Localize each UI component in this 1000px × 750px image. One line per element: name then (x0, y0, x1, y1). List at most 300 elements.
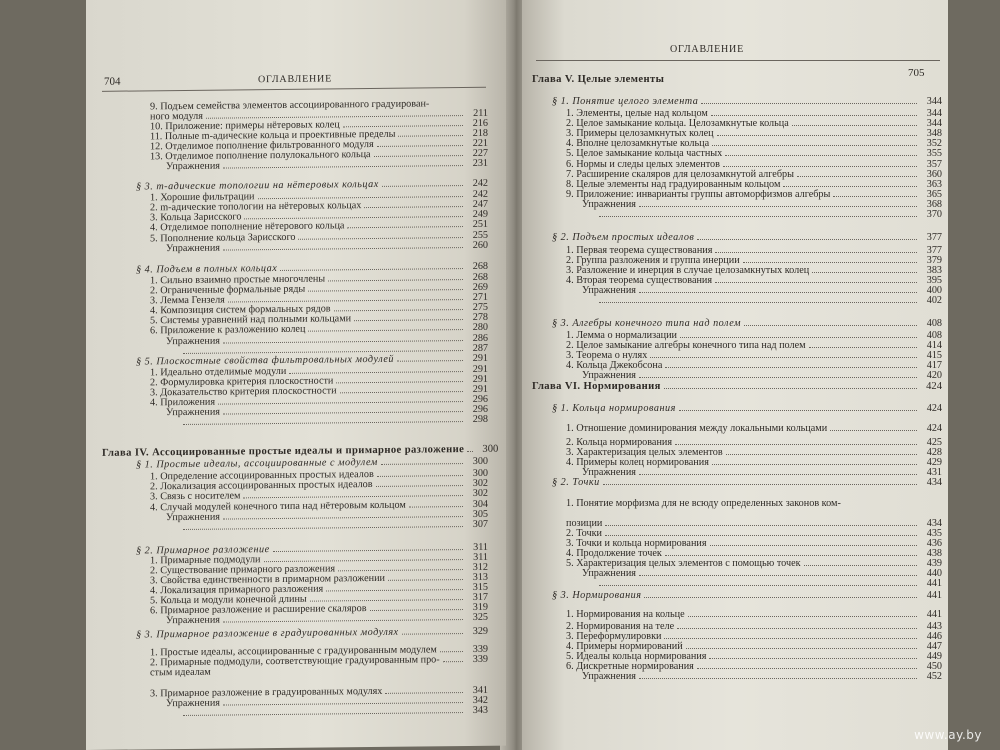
toc-leader-dots (686, 641, 917, 649)
toc-page-number: 402 (926, 295, 942, 306)
toc-leader-dots (726, 447, 917, 455)
toc-leader-dots (744, 318, 917, 326)
toc-entry-title: 7. Расширение скаляров для целозамкнутой алгебры (566, 169, 794, 180)
left-page (86, 0, 506, 750)
toc-entry (180, 414, 488, 428)
toc-entry-title: 1. Понятие морфизма для не всюду определенных законов ком- (566, 498, 841, 509)
toc-page-number: 242 (472, 188, 488, 200)
toc-entry-title: 1. Лемма о нормализации (566, 330, 677, 341)
toc-page-number: 365 (926, 189, 942, 200)
toc-entry-title: 3. Кольца Зарисского (150, 211, 242, 224)
toc-page-number: 431 (926, 467, 942, 478)
toc-page-number: 296 (472, 393, 488, 405)
toc-leader-dots (298, 230, 463, 240)
toc-entry-title: 12. Отделимое пополнение фильтрованного модуля (150, 138, 374, 153)
toc-page-number: 355 (926, 148, 942, 159)
toc-page-number: 342 (472, 694, 488, 706)
toc-page-number: 291 (472, 352, 488, 364)
toc-leader-dots (639, 370, 917, 378)
toc-leader-dots (347, 219, 463, 228)
toc-page-number: 291 (472, 383, 488, 395)
toc-leader-dots (223, 404, 463, 415)
toc-page-number: 302 (472, 477, 488, 489)
toc-entry-title: Упражнения (582, 199, 636, 210)
toc-entry-title: 13. Отделимое пополнение полулокального кольца (150, 149, 371, 163)
toc-page-number: 255 (472, 229, 488, 241)
toc-entry-title: Упражнения (166, 242, 220, 255)
toc-page-number: 400 (926, 285, 942, 296)
toc-section (552, 232, 942, 243)
toc-entry-title: 5. Характеризация целых элементов с помощью точек (566, 558, 801, 569)
toc-leader-dots (343, 118, 463, 127)
toc-entry-title: 4. Приложения (150, 396, 216, 409)
toc-page-number: 296 (472, 403, 488, 415)
toc-entry-title: Упражнения (166, 160, 220, 173)
toc-leader-dots (409, 499, 463, 508)
toc-leader-dots (844, 499, 917, 506)
toc-entry-title: 5. Системы уравнений над полными кольцами (150, 313, 352, 327)
toc-entry-title: § 1. Кольца нормирования (552, 403, 676, 414)
toc-entry-title: 2. Группа разложения и группа инерции (566, 255, 740, 266)
toc-entry-title: 2. Существование примарного разложения (150, 563, 336, 577)
toc-page-number: 312 (472, 561, 488, 573)
toc-page-number: 434 (926, 518, 942, 529)
toc-entry-title: Упражнения (582, 370, 636, 381)
toc-entry-title: Упражнения (582, 467, 636, 478)
toc-leader-dots (328, 272, 463, 281)
toc-entry (582, 671, 942, 682)
toc-page-number: 242 (472, 177, 488, 189)
toc-entry-title: 6. Приложение к разложению колец (150, 323, 306, 337)
toc-entry-title: 4. Локализация примарного разложения (150, 583, 324, 597)
toc-page-number: 315 (472, 581, 488, 593)
toc-page-number: 227 (472, 147, 488, 159)
toc-page-number: 441 (926, 578, 942, 589)
toc-leader-dots (377, 138, 463, 147)
toc-leader-dots (725, 148, 917, 156)
toc-page-number: 443 (926, 621, 942, 632)
toc-entry-title: 2. Целое замыкание алгебры конечного типа над полем (566, 340, 806, 351)
toc-leader-dots (183, 414, 463, 425)
toc-entry-title: 3. Теорема о нулях (566, 350, 648, 361)
toc-page-number: 341 (472, 684, 488, 696)
toc-page-number: 329 (472, 625, 488, 637)
toc-entry-title: 5. Пополнение кольца Зарисского (150, 231, 296, 245)
toc-leader-dots (709, 651, 917, 659)
toc-leader-dots (605, 518, 917, 526)
toc-entry-title: Упражнения (166, 697, 220, 710)
toc-leader-dots (183, 519, 463, 530)
toc-leader-dots (432, 99, 463, 106)
toc-page-number: 211 (473, 107, 488, 119)
toc-page-number: 447 (926, 641, 942, 652)
toc-entry-title: 3. Связь с носителем (150, 490, 241, 503)
toc-entry-title: 4. Композиция систем формальных рядов (150, 303, 331, 317)
toc-entry-title: 1. Определение ассоциированных простых идеалов (150, 468, 374, 483)
toc-entry-title: 1. Нормирования на кольце (566, 609, 685, 620)
toc-section (552, 477, 942, 488)
right-toc-list (522, 0, 948, 750)
toc-entry-title: 1. Примарные подмодули (150, 554, 261, 567)
toc-entry (566, 498, 942, 509)
toc-entry-title: § 4. Подъем в полных кольцах (136, 262, 278, 276)
toc-page-number: 425 (926, 437, 942, 448)
toc-leader-dots (214, 665, 463, 675)
toc-leader-dots (833, 189, 917, 197)
toc-page-number: 291 (472, 373, 488, 385)
toc-entry-title: 2. Нормирования на теле (566, 621, 675, 632)
toc-section (136, 626, 488, 641)
toc-page-number: 305 (472, 508, 488, 520)
toc-leader-dots (679, 403, 917, 411)
toc-page-number: 414 (926, 340, 942, 351)
toc-page-number: 395 (926, 275, 942, 286)
toc-page-number: 408 (926, 318, 942, 329)
toc-page-number: 415 (926, 350, 942, 361)
right-page (522, 0, 948, 750)
toc-entry (582, 370, 942, 381)
toc-entry-title: Упражнения (166, 511, 220, 524)
toc-page-number: 286 (472, 332, 488, 344)
toc-leader-dots (639, 568, 917, 576)
toc-entry (166, 612, 488, 626)
toc-leader-dots (797, 169, 917, 177)
toc-leader-dots (443, 654, 463, 662)
toc-leader-dots (664, 381, 917, 389)
toc-page-number: 435 (926, 528, 942, 539)
toc-leader-dots (243, 488, 463, 498)
toc-page-number: 377 (926, 245, 942, 256)
toc-page-number: 300 (472, 455, 488, 467)
toc-page-number: 344 (926, 118, 942, 129)
toc-entry-title: 5. Идеалы кольца нормирования (566, 651, 707, 662)
toc-leader-dots (264, 552, 464, 562)
toc-entry (166, 240, 488, 254)
toc-entry-title: 2. Формулировка критерия плоскостности (150, 375, 334, 389)
toc-entry-title: 5. Кольца и модули конечной длины (150, 593, 307, 607)
toc-leader-dots (183, 343, 463, 354)
toc-leader-dots (467, 444, 473, 452)
toc-leader-dots (338, 562, 463, 571)
toc-leader-dots (336, 374, 463, 383)
toc-entry (180, 519, 488, 533)
toc-entry-title: Глава V. Целые элементы (532, 74, 665, 85)
toc-page-number: 278 (472, 311, 488, 323)
toc-leader-dots (743, 255, 917, 263)
toc-leader-dots (712, 457, 917, 465)
toc-entry-title: 2. Локализация ассоциированных простых идеалов (150, 478, 373, 493)
toc-page-number: 313 (472, 571, 488, 583)
toc-leader-dots (280, 261, 463, 271)
toc-leader-dots (385, 685, 463, 694)
toc-leader-dots (354, 312, 463, 321)
toc-leader-dots (223, 509, 463, 520)
toc-entry-title: 4. Вполне целозамкнутые кольца (566, 138, 710, 149)
toc-leader-dots (711, 108, 917, 116)
toc-entry-title: 1. Первая теорема существования (566, 245, 713, 256)
left-page-number: 704 (104, 75, 121, 88)
toc-leader-dots (712, 138, 917, 146)
toc-page-number: 271 (472, 291, 488, 303)
toc-leader-dots (364, 199, 463, 208)
toc-entry-title: Упражнения (166, 614, 220, 627)
toc-page-number: 339 (472, 643, 488, 655)
toc-entry-title: Упражнения (582, 671, 636, 682)
toc-entry-title: 4. Отделимое пополнение нётерового кольца (150, 220, 345, 234)
toc-page-number: 311 (473, 541, 488, 553)
toc-section (552, 590, 942, 601)
toc-leader-dots (664, 631, 917, 639)
toc-entry-title: 10. Приложение: примеры нётеровых колец (150, 119, 340, 133)
toc-page-number: 319 (472, 601, 488, 613)
toc-entry (596, 209, 942, 220)
toc-entry-title: § 2. Точки (552, 477, 600, 488)
toc-page-number: 344 (926, 96, 942, 107)
toc-leader-dots (223, 695, 463, 706)
toc-page-number: 260 (472, 239, 488, 251)
toc-entry-title: 8. Целые элементы над градуированным кольцом (566, 179, 781, 190)
toc-leader-dots (397, 353, 463, 362)
toc-page-number: 307 (472, 518, 488, 530)
toc-entry-title: § 5. Плоскостные свойства фильтровальных модулей (136, 353, 395, 368)
toc-page-number: 300 (482, 443, 499, 455)
toc-entry-title: § 3. m-адические топологии на нётеровых кольцах (136, 178, 379, 193)
toc-entry (596, 578, 942, 589)
toc-entry-title: 3. Характеризация целых элементов (566, 447, 723, 458)
toc-leader-dots (603, 477, 917, 485)
right-running-head: ОГЛАВЛЕНИЕ (670, 44, 744, 55)
toc-leader-dots (223, 240, 463, 251)
toc-entry-title: 2. Кольца нормирования (566, 437, 673, 448)
toc-entry-title: 4. Случай модулей конечного типа над нётеровым кольцом (150, 499, 406, 514)
toc-leader-dots (792, 118, 917, 126)
toc-entry-title: 4. Кольца Джекобсона (566, 360, 663, 371)
toc-page-number: 344 (926, 108, 942, 119)
toc-leader-dots (310, 592, 463, 602)
toc-page-number: 424 (926, 403, 942, 414)
toc-entry-title: 1. Хорошие фильтрации (150, 191, 255, 204)
toc-entry (150, 664, 488, 679)
toc-entry (596, 295, 942, 306)
toc-leader-dots (382, 178, 463, 187)
toc-entry-title: 2. Точки (566, 528, 602, 539)
toc-entry-title: 2. Примарные подмодули, соответствующие градуированным про- (150, 654, 440, 669)
toc-entry-title: 5. Целое замыкание кольца частных (566, 148, 723, 159)
toc-leader-dots (665, 360, 917, 368)
toc-leader-dots (812, 265, 917, 273)
toc-page-number: 417 (926, 360, 942, 371)
toc-entry-title: 1. Идеально отделимые модули (150, 365, 287, 379)
toc-leader-dots (717, 128, 917, 136)
toc-leader-dots (381, 456, 463, 465)
toc-entry-title: 3. Примарное разложение в градуированных модулях (150, 685, 383, 700)
toc-entry-title: 1. Отношение доминирования между локальными кольцами (566, 423, 828, 434)
toc-entry-title: 6. Дискретные нормирования (566, 661, 694, 672)
toc-page-number: 429 (926, 457, 942, 468)
toc-page-number: 302 (472, 487, 488, 499)
toc-page-number: 441 (926, 609, 942, 620)
right-page-number: 705 (908, 67, 925, 79)
toc-entry-title: Глава VI. Нормирования (532, 381, 661, 392)
toc-leader-dots (665, 548, 917, 556)
toc-leader-dots (599, 578, 917, 586)
toc-page-number: 280 (472, 321, 488, 333)
toc-page-number: 269 (472, 281, 488, 293)
toc-leader-dots (218, 394, 463, 405)
toc-page-number: 420 (926, 370, 942, 381)
toc-page-number: 408 (926, 330, 942, 341)
toc-leader-dots (644, 590, 917, 598)
toc-chapter (532, 381, 942, 392)
toc-entry-title: 4. Примеры нормирований (566, 641, 683, 652)
toc-page-number: 450 (926, 661, 942, 672)
toc-leader-dots (308, 282, 463, 292)
toc-leader-dots (783, 179, 917, 187)
toc-leader-dots (334, 302, 463, 311)
toc-page-number: 383 (926, 265, 942, 276)
toc-leader-dots (388, 572, 463, 581)
toc-entry-title: ного модуля (150, 110, 203, 123)
toc-leader-dots (326, 582, 463, 591)
toc-entry-title: 9. Подъем семейства элементов ассоциированного градуирован- (150, 98, 430, 113)
toc-entry-title: 4. Примеры колец нормирования (566, 457, 709, 468)
toc-entry-title: 1. Сильно взаимно простые многочлены (150, 273, 326, 287)
toc-entry-title: § 2. Примарное разложение (136, 544, 270, 557)
toc-entry-title: 2. Ограниченные формальные ряды (150, 283, 306, 297)
toc-page-number: 249 (472, 208, 488, 220)
toc-leader-dots (223, 158, 463, 169)
toc-page-number: 441 (926, 590, 942, 601)
toc-leader-dots (723, 159, 917, 167)
toc-leader-dots (639, 467, 917, 475)
toc-leader-dots (374, 148, 463, 157)
toc-page-number: 370 (926, 209, 942, 220)
left-running-head: ОГЛАВЛЕНИЕ (258, 73, 332, 86)
toc-page-number: 449 (926, 651, 942, 662)
toc-page-number: 221 (472, 137, 488, 149)
toc-page-number: 434 (926, 477, 942, 488)
toc-chapter (532, 74, 942, 85)
toc-entry-title: 2. Целое замыкание кольца. Целозамкнутые кольца (566, 118, 789, 129)
toc-leader-dots (650, 350, 917, 358)
toc-page-number: 363 (926, 179, 942, 190)
toc-page-number: 268 (472, 271, 488, 283)
watermark: www.ay.by (914, 728, 982, 742)
toc-page-number: 216 (472, 117, 488, 129)
toc-page-number: 231 (472, 157, 488, 169)
toc-leader-dots (697, 232, 917, 240)
toc-entry-title: 2. m-адические топологии на нётеровых кольцах (150, 200, 362, 214)
toc-leader-dots (244, 209, 463, 219)
toc-page-number: 428 (926, 447, 942, 458)
toc-entry-title: 3. Доказательство критерия плоскостности (150, 385, 337, 399)
toc-entry-title: 9. Приложение: инварианты группы автоморфизмов алгебры (566, 189, 831, 200)
toc-leader-dots (701, 96, 917, 104)
toc-leader-dots (639, 285, 917, 293)
toc-page-number: 377 (926, 232, 942, 243)
toc-leader-dots (605, 528, 917, 536)
toc-entry-title: 6. Нормы и следы целых элементов (566, 159, 720, 170)
toc-page-number: 343 (472, 704, 488, 716)
toc-page-number: 424 (926, 423, 942, 434)
toc-entry-title: § 2. Подъем простых идеалов (552, 232, 695, 243)
toc-entry (180, 705, 488, 719)
toc-page-number: 424 (926, 381, 942, 392)
toc-page-number: 311 (473, 551, 488, 563)
toc-entry (566, 609, 942, 620)
toc-page-number: 352 (926, 138, 942, 149)
toc-page-number: 287 (472, 342, 488, 354)
toc-leader-dots (680, 330, 917, 338)
toc-entry-title: Упражнения (582, 285, 636, 296)
toc-page-number: 357 (926, 159, 942, 170)
toc-entry-title: 3. Разложение и инерция в случае целозамкнутых колец (566, 265, 810, 276)
toc-leader-dots (258, 189, 464, 199)
toc-entry-title: § 1. Понятие целого элемента (552, 96, 699, 107)
toc-page-number: 368 (926, 199, 942, 210)
toc-entry-title: § 3. Алгебры конечного типа над полем (552, 318, 741, 329)
toc-leader-dots (715, 275, 917, 283)
toc-leader-dots (402, 626, 463, 635)
toc-page-number: 438 (926, 548, 942, 559)
toc-page-number: 317 (472, 591, 488, 603)
toc-entry-title: 6. Примарное разложение и расширение скаляров (150, 603, 367, 617)
toc-leader-dots (206, 108, 463, 119)
toc-leader-dots (223, 612, 463, 623)
toc-entry-title: Упражнения (582, 568, 636, 579)
toc-leader-dots (688, 609, 917, 617)
toc-leader-dots (289, 364, 463, 374)
toc-page-number: 291 (472, 363, 488, 375)
toc-leader-dots (599, 295, 917, 303)
toc-entry-title: 4. Продолжение точек (566, 548, 662, 559)
toc-leader-dots (183, 705, 463, 716)
toc-section (552, 403, 942, 414)
toc-entry-title: Упражнения (166, 335, 220, 348)
toc-entry-title: 3. Примеры целозамкнутых колец (566, 128, 714, 139)
toc-section (552, 96, 942, 107)
toc-page-number: 436 (926, 538, 942, 549)
toc-entry-title: 1. Элементы, целые над кольцом (566, 108, 708, 119)
toc-entry (166, 158, 488, 172)
toc-leader-dots (809, 340, 917, 348)
toc-page-number: 440 (926, 568, 942, 579)
toc-leader-dots (376, 478, 463, 487)
toc-leader-dots (599, 209, 917, 217)
toc-entry-title: 4. Вторая теорема существования (566, 275, 713, 286)
toc-leader-dots (308, 322, 463, 332)
toc-page-number: 298 (472, 413, 488, 425)
toc-leader-dots (697, 661, 917, 669)
toc-entry-title: 3. Переформулировки (566, 631, 662, 642)
toc-entry-title: стым идеалам (150, 666, 211, 679)
toc-page-number: 300 (472, 467, 488, 479)
toc-leader-dots (340, 384, 463, 393)
toc-entry-title: Глава IV. Ассоциированные простые идеалы и примарное разложение (102, 444, 465, 459)
toc-entry-title: § 1. Простые идеалы, ассоциированные с модулем (136, 456, 378, 471)
toc-page-number: 446 (926, 631, 942, 642)
toc-leader-dots (715, 245, 917, 253)
toc-page-number: 251 (472, 218, 488, 230)
toc-page-number: 339 (472, 653, 488, 665)
toc-leader-dots (377, 468, 463, 477)
toc-entry (566, 423, 942, 434)
toc-page-number: 325 (472, 611, 488, 623)
toc-leader-dots (639, 671, 917, 679)
left-toc-list (86, 0, 506, 750)
toc-page-number: 452 (926, 671, 942, 682)
toc-entry-title: § 3. Примарное разложение в градуированных модулях (136, 626, 399, 641)
